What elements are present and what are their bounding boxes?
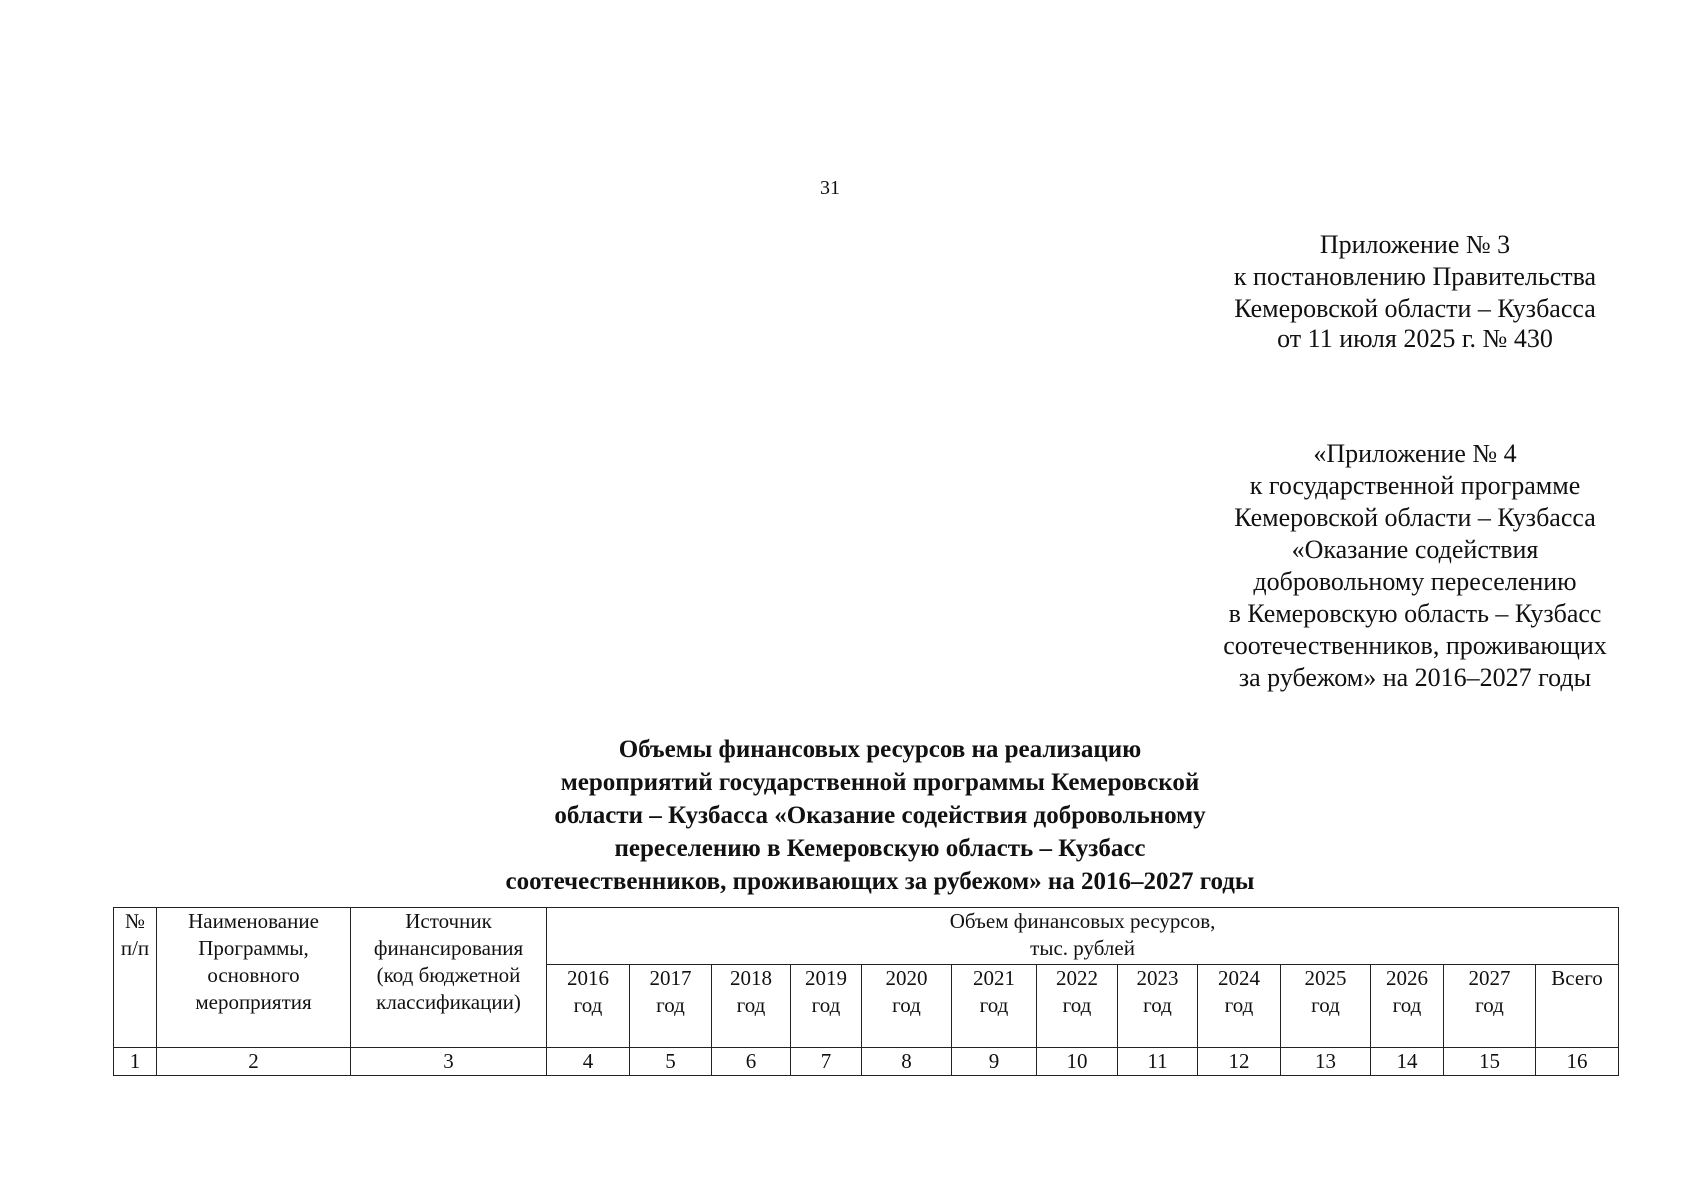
title-line: мероприятий государственной программы Кемеровской xyxy=(560,769,1200,796)
year-unit: год xyxy=(656,993,685,1017)
year-unit: год xyxy=(892,993,921,1017)
header-volume-line: Объем финансовых ресурсов, xyxy=(949,909,1216,933)
header-source-line: Источник xyxy=(405,909,492,933)
year-label: 2024 xyxy=(1218,966,1260,990)
column-number: 6 xyxy=(712,1048,791,1076)
header-year-2016 xyxy=(547,965,630,1048)
column-number: 5 xyxy=(630,1048,712,1076)
year-unit: год xyxy=(736,993,766,1017)
appendix-3-line: Приложение № 3 xyxy=(1319,230,1511,259)
header-name-line: основного xyxy=(207,963,300,987)
financial-resources-table xyxy=(113,907,1619,1076)
column-number: 10 xyxy=(1037,1048,1118,1076)
header-year-2021 xyxy=(952,965,1037,1048)
year-label: 2022 xyxy=(1056,966,1098,990)
year-label: 2027 xyxy=(1468,966,1511,990)
column-number: 12 xyxy=(1198,1048,1281,1076)
header-name-line: Наименование xyxy=(188,909,319,933)
year-unit: год xyxy=(1224,993,1254,1017)
column-number: 8 xyxy=(862,1048,952,1076)
header-year-2017 xyxy=(630,965,712,1048)
title-line: области – Кузбасса «Оказание содействия добровольному xyxy=(554,802,1206,829)
header-num-line: п/п xyxy=(120,936,150,960)
title-line: переселению в Кемеровскую область – Кузбасс xyxy=(614,835,1146,862)
column-number: 3 xyxy=(351,1048,547,1076)
year-unit: год xyxy=(979,993,1009,1017)
year-label: 2018 xyxy=(730,966,772,990)
document-title xyxy=(420,733,1340,898)
column-number: 13 xyxy=(1281,1048,1371,1076)
year-unit: год xyxy=(1062,993,1092,1017)
header-num xyxy=(114,908,157,1048)
year-unit: год xyxy=(573,993,603,1017)
year-label: 2020 xyxy=(885,966,928,990)
header-num-line: № xyxy=(124,909,146,933)
appendix-4-line: добровольному переселению xyxy=(1253,567,1577,596)
appendix-3-line: от 11 июля 2025 г. № 430 xyxy=(1277,324,1553,353)
header-year-2026 xyxy=(1371,965,1444,1048)
appendix-3-line: к постановлению Правительства xyxy=(1233,262,1597,291)
appendix-4-line: соотечественников, проживающих xyxy=(1223,631,1607,660)
header-year-2018 xyxy=(712,965,791,1048)
appendix-4-line: «Приложение № 4 xyxy=(1313,439,1517,468)
column-number: 1 xyxy=(114,1048,157,1076)
header-volume xyxy=(547,908,1619,965)
table-header-row xyxy=(114,908,1619,965)
header-year-2022 xyxy=(1037,965,1118,1048)
header-year-2019 xyxy=(791,965,862,1048)
year-unit: год xyxy=(1311,993,1340,1017)
header-year-2025 xyxy=(1281,965,1371,1048)
header-year-2027 xyxy=(1444,965,1536,1048)
column-number: 11 xyxy=(1118,1048,1198,1076)
title-line: соотечественников, проживающих за рубежом» на 2016–2027 годы xyxy=(505,868,1255,895)
appendix-4-line: за рубежом» на 2016–2027 годы xyxy=(1238,663,1592,692)
page-number: 31 xyxy=(820,177,840,199)
header-total: Всего xyxy=(1536,965,1619,1048)
year-label: 2025 xyxy=(1304,966,1347,990)
header-source xyxy=(351,908,547,1048)
year-label: 2023 xyxy=(1136,966,1179,990)
appendix-3-header xyxy=(1195,229,1635,353)
year-label: 2021 xyxy=(973,966,1015,990)
header-name-line: мероприятия xyxy=(195,990,312,1014)
header-volume-line: тыс. рублей xyxy=(1030,936,1135,960)
year-label: 2017 xyxy=(649,966,692,990)
header-source-line: классификации) xyxy=(376,990,521,1014)
column-number: 2 xyxy=(157,1048,351,1076)
header-source-line: (код бюджетной xyxy=(376,963,521,987)
header-name xyxy=(157,908,351,1048)
column-number-row xyxy=(114,1048,1619,1076)
title-line: Объемы финансовых ресурсов на реализацию xyxy=(618,736,1142,763)
column-number: 4 xyxy=(547,1048,630,1076)
column-number: 7 xyxy=(791,1048,862,1076)
year-label: 2019 xyxy=(805,966,847,990)
appendix-3-line: Кемеровской области – Кузбасса xyxy=(1234,294,1596,323)
year-unit: год xyxy=(1392,993,1422,1017)
header-year-2023 xyxy=(1118,965,1198,1048)
column-number: 14 xyxy=(1371,1048,1444,1076)
year-unit: год xyxy=(1475,993,1504,1017)
header-name-line: Программы, xyxy=(198,936,309,960)
year-unit: год xyxy=(1143,993,1172,1017)
appendix-4-line: «Оказание содействия xyxy=(1291,535,1539,564)
column-number: 16 xyxy=(1536,1048,1619,1076)
appendix-4-line: в Кемеровскую область – Кузбасс xyxy=(1228,599,1602,628)
header-year-2020 xyxy=(862,965,952,1048)
column-number: 9 xyxy=(952,1048,1037,1076)
appendix-4-line: к государственной программе xyxy=(1249,471,1581,500)
appendix-4-line: Кемеровской области – Кузбасса xyxy=(1234,503,1596,532)
header-year-2024 xyxy=(1198,965,1281,1048)
year-unit: год xyxy=(811,993,841,1017)
appendix-4-header xyxy=(1195,438,1635,694)
year-label: 2016 xyxy=(567,966,609,990)
column-number: 15 xyxy=(1444,1048,1536,1076)
header-source-line: финансирования xyxy=(373,936,524,960)
year-label: 2026 xyxy=(1386,966,1428,990)
